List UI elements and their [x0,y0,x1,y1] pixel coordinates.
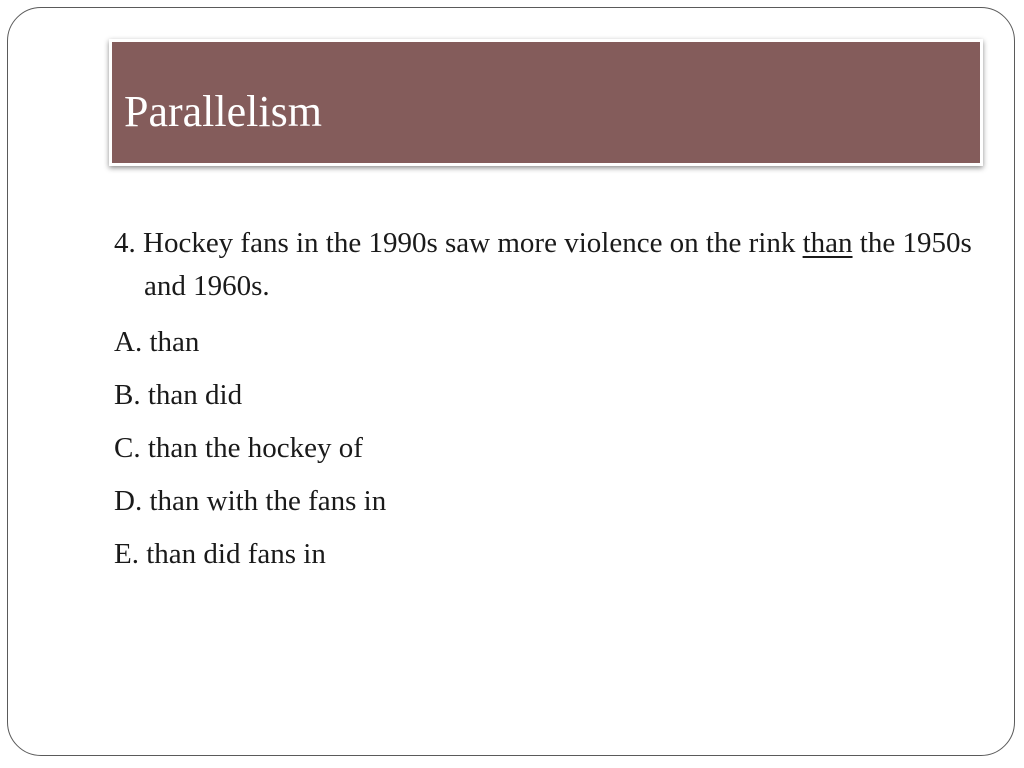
option-a: A. than [114,326,200,358]
question-text [114,222,974,308]
slide-body [114,222,974,581]
title-bar [109,39,983,166]
option-d: D. than with the fans in [114,485,387,517]
option-b: B. than did [114,379,243,411]
option-e: E. than did fans in [114,538,326,570]
option-c: C. than the hockey of [114,432,363,464]
question-underlined-word: than [802,227,853,259]
question-before: 4. Hockey fans in the 1990s saw more violence on the rink [114,227,803,259]
question-after: the 1950s and 1960s. [144,227,972,302]
slide-title: Parallelism [124,87,322,136]
